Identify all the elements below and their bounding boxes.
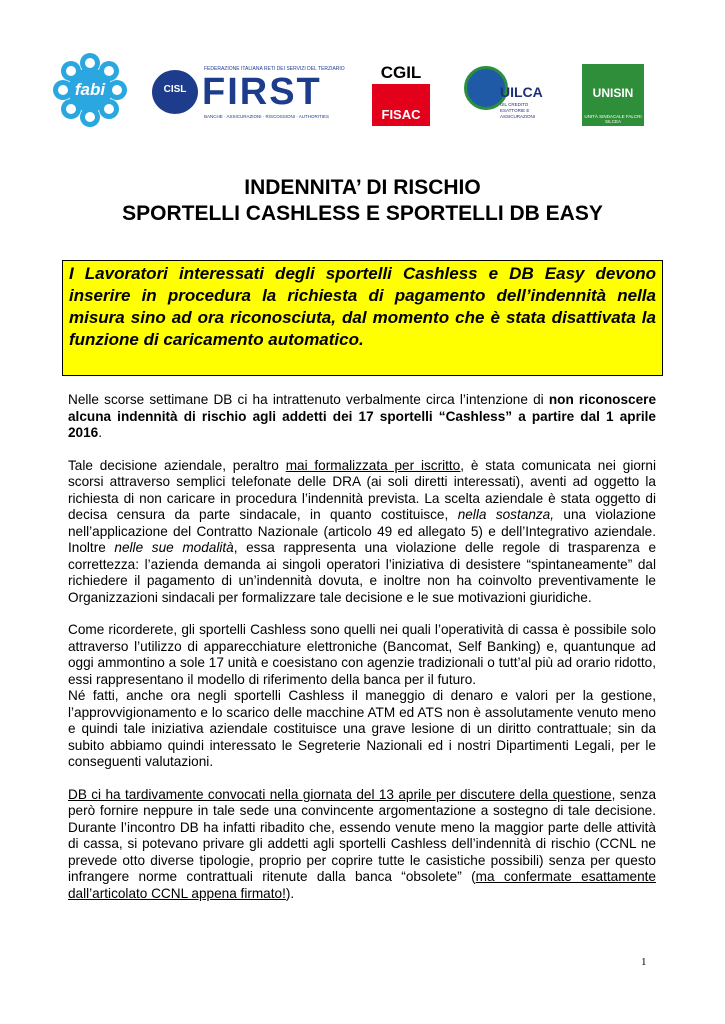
paragraph-5 — [68, 787, 656, 903]
cgil-text: CGIL — [372, 60, 430, 86]
p2-text-a: Tale decisione aziendale, peraltro — [68, 457, 286, 473]
document-title — [0, 175, 725, 227]
first-name: FIRST — [202, 71, 322, 113]
title-line-1: INDENNITA’ DI RISCHIO — [244, 176, 481, 199]
page-number: 1 — [641, 956, 647, 968]
unisin-logo — [582, 64, 644, 126]
p5-underline-1: DB ci ha tardivamente convocati nella giornata del 13 aprile per discutere della questione — [68, 786, 612, 802]
p2-italic-2: nelle sue modalità — [114, 540, 234, 555]
logo-strip — [0, 0, 725, 140]
p1-bold: non riconoscere alcuna indennità di rischio agli addetti dei 17 sportelli “Cashless” a partire dal 1 aprile 2016 — [68, 392, 656, 440]
paragraph-2 — [68, 458, 656, 607]
uilca-subtitle: UIL CREDITO ESATTORIE E ASSICURAZIONI — [500, 102, 536, 119]
uilca-name: UILCA — [500, 84, 543, 100]
p2-text-g: , essa rappresenta una violazione delle regole di trasparenza e correttezza: l’azienda demanda ai singoli operatori l’iniziativa di desistere “spintaneamente” dal richiedere il pagamento di un’indennità dovuta, e inoltre non ha coinvolto preventivamente le Organizzazioni sindacali per formalizzare tale decisione e le sue motivazioni giuridiche. — [68, 540, 657, 605]
cisl-text: CISL — [163, 84, 187, 95]
first-cisl-logo — [152, 66, 345, 124]
paragraph-3: Come ricorderete, gli sportelli Cashless sono quelli nei quali l’operatività di cassa è possibile solo attraverso l’utilizzo di apparecchiature elettroniche (Bancomat, Self Banking) e, quantunque ad oggi ammontino a sole 17 unità e coesistano con agenzie tradizionali o tutt’al più ad orario ridotto, essi rappresentano il modello di riferimento della banca per il futuro. — [68, 622, 656, 687]
fisac-text: FISAC — [372, 84, 430, 126]
p5-text-b: , senza però fornire neppure in tale sede una convincente argomentazione a sostegno di tale decisione. Durante l’incontro DB ha infatti ribadito che, essendo venute meno la maggior parte delle attività di cassa, si potevano privare gli addetti agli sportelli Cashless dell’indennità di rischio (CCNL ne prevede otto diverse tipologie, proprio per coprire tutte le casistiche possibili) senza per questo infrangere norme contrattuali ritenute dalla banca “obsolete” ( — [68, 786, 657, 884]
p2-text-e: una violazione nell’applicazione del Contratto Nazionale (articolo 49 ed allegato 5) e dell’Integrativo aziendale. Inoltre — [68, 507, 656, 555]
p2-underline: mai formalizzata per iscritto, — [285, 457, 465, 473]
uilca-logo — [462, 64, 554, 126]
p1-text: Nelle scorse settimane DB ci ha intrattenuto verbalmente circa l’intenzione di — [68, 392, 549, 407]
first-federation-text: FEDERAZIONE ITALIANA RETI DEI SERVIZI DEL TERZIARIO — [204, 66, 345, 72]
first-subtitle: BANCHE · ASSICURAZIONI · RISCOSSIONI · AUTHORITIES — [204, 114, 330, 119]
unisin-name: UNISIN — [592, 86, 634, 100]
fabi-logo — [52, 52, 128, 128]
highlight-box: I Lavoratori interessati degli sportelli Cashless e DB Easy devono inserire in procedura la richiesta di pagamento dell’indennità nella misura sino ad ora riconosciuta, dal momento che è stata disattivata la funzione di caricamento automatico. — [62, 260, 663, 376]
p5-underline-2: ma confermate esattamente dall’articolato CCNL appena firmato! — [68, 869, 656, 901]
cgil-fisac-logo — [372, 60, 430, 126]
unisin-subtitle: UNITÀ SINDACALE FALCRI SILCEA — [584, 114, 642, 124]
fabi-logo-text: fabi — [74, 80, 106, 99]
document-body — [68, 392, 656, 918]
p2-italic-1: nella sostanza, — [457, 507, 555, 522]
p1-end: . — [98, 425, 103, 440]
paragraph-4: Né fatti, anche ora negli sportelli Cashless il maneggio di denaro e valori per la gestione, l’approvvigionamento e lo scarico delle macchine ATM ed ATS non è assolutamente venuto meno e quindi tale iniziativa aziendale costituisce una grave lesione di un diritto contrattuale; sin da subito abbiamo quindi interessato le Segreterie Nazionali ed i nostri Dipartimenti Legali, per le conseguenti valutazioni. — [68, 688, 656, 769]
p2-text-c: è stata comunicata nei giorni scorsi attraverso semplici telefonate delle DRA (ai soli diretti interessati), aventi ad oggetto la richiesta di non caricare in procedura l’indennità prevista. La scelta aziendale è stata oggetto di decisa censura da parte sindacale, in quanto costituisce, — [68, 457, 657, 522]
p5-end: ). — [285, 885, 295, 901]
paragraph-1 — [68, 392, 656, 442]
title-line-2: SPORTELLI CASHLESS E SPORTELLI DB EASY — [122, 202, 603, 225]
